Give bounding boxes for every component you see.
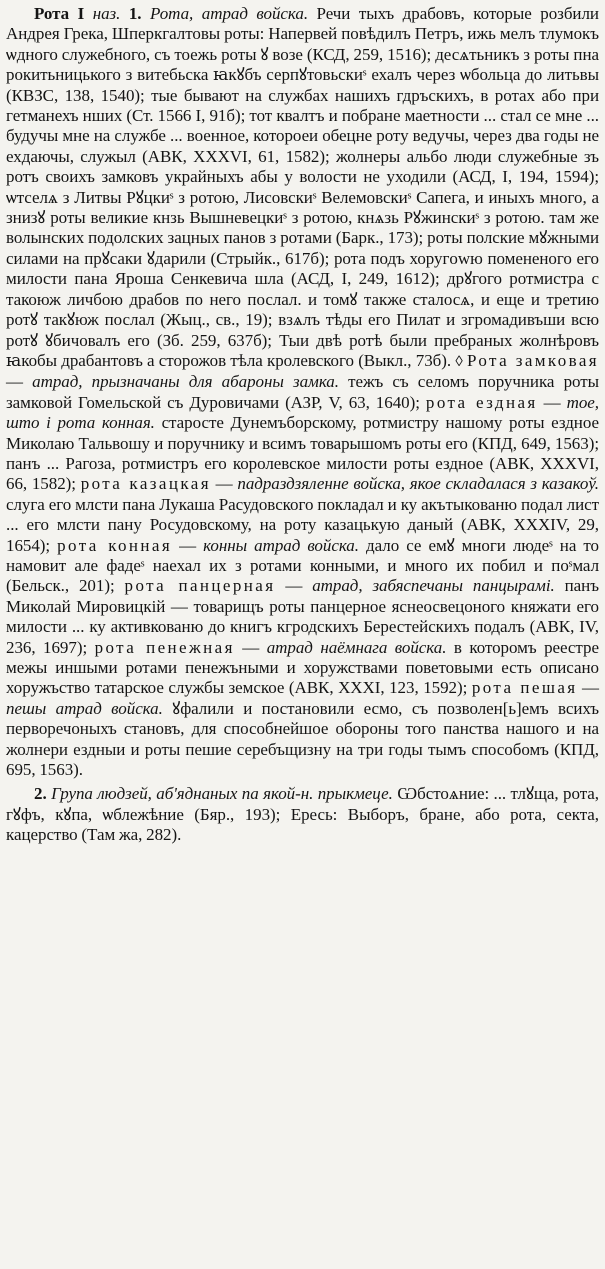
subentry-citations: панъ Миколай Мировицкій — товарищъ роты панцерное яснеосвецоного княжати его милости ... ку активкованю до книгъ кгродскихъ Берестейскихъ подалъ (АВК, IV, 236, 1697); — [6, 576, 599, 657]
subentry-dash: — — [285, 576, 303, 596]
subentry-term: рота конная — [57, 535, 173, 555]
subentry-dash: — — [179, 535, 197, 555]
subentry-term: рота ездная — [425, 392, 538, 412]
subentry-dash: — — [242, 637, 260, 657]
part-of-speech: наз. — [92, 4, 121, 23]
subentry-citations: ꙋфалили и постановили есмо, съ позволен[ь]емъ всихъ перворечоныхъ становъ, для способнейшое обороны того панства нашого и на жолнери ездныи и роты пешие серебъщизну на три годы тымъ способомъ (КПД, 695, 1563). — [6, 698, 599, 780]
subentry-citations: тежъ съ селомъ поручника роты замковой Гомельской съ Дуровичами (АЗР, V, 63, 1640); — [6, 372, 600, 412]
subentry-term: Рота замковая — [466, 350, 599, 370]
subentry-dash: — — [582, 678, 599, 698]
subentry-definition: пешы атрад войска. — [6, 698, 163, 718]
subentry-citations: дало се емꙋ многи людеˢ на то намовит але фадеˢ наехал их з ротами конными, и много их побил и поˢмал (Бельск., 201); — [6, 535, 599, 596]
subentry-citations: слуга его млсти пана Лукаша Расудовского покладал и ку акътыкованю подал лист ... его млсти пану Росудовскому, на роту казацькую даный (АВК, XXXIV, 29, 1654); — [6, 494, 599, 555]
citations: Речи тыхъ драбовъ, которые розбили Андрея Грека, Шперкгалтовы роты: Напервей повѣдилъ Петръ, ижь мелъ тлумокъ ѡдного служебного, съ тоежь роты ꙋ возе (КСД, 259, 1516); десѧтьникъ з роты пна рокитьницького з витебьска ꙗкꙋбъ серпꙋтовьскиˢ ехалъ через ѡбольца до литьвы (КВЗС, 138, 1540); тые бывают на службах нашихъ гдръскихъ, в ротах або при гетманехъ нших (Ст. 1566 І, 91б); тот квалтъ и побране маетности ... стал се мне ... будучы мне на службе ... военное, котороеи обецне роту ведучы, через два годы не ехдаючы, служыл (АВК, XXXVI, 61, 1582); жолнеры альбо люди служебные зъ ротъ своихъ замковъ украйныхъ абы у волости не уходили (АСД, І, 194, 1594); ѡтселѧ з Литвы Рꙋцкиˢ з ротою, Лисовскиˢ Велемовскиˢ Сапега, и иныхъ много, а знизꙋ роты великие кнзь Вышневецкиˢ з ротою, кнѧзь Рꙋжинскиˢ з ротою. там же волынских подолских зацных панов з ротами (Барк., 173); роты полские мꙋжными силами на прꙋсаки ꙋдарили (Стрыйк., 617б); рота подъ хоругowю помененого его милости пана Яроша Сенкевича шла (АСД, І, 249, 1612); дрꙋгого ротмистра с такоюж личбою драбов по него послал. и томꙋ также сталосѧ, и еще и третию ротꙋ такꙋюж послал (Жыц., св., 19); взѧлъ тѣды его Пилат и згромадивъши всю ротꙋ ꙋбичовалъ его (Зб. 259, 637б); Тыи двѣ ротѣ были пребраных жолнѣровъ ꙗкобы драбантовъ а сторожов тѣла кролевского (Выкл., 73б). — [6, 4, 599, 370]
sense-definition: Рота, атрад войска. — [150, 4, 309, 23]
sense-number: 2. — [34, 784, 47, 804]
subentry-definition: атрад наёмнага войска. — [266, 637, 447, 657]
sense-definition: Група людзей, аб'яднаных па якой-н. прыкмеце. — [51, 784, 393, 804]
subentry-term: рота казацкая — [80, 474, 211, 494]
subentry-term: рота панцерная — [124, 576, 276, 596]
subentry-definition: тое, што і рота конная. — [6, 392, 599, 433]
subentry-dash: — — [215, 474, 233, 494]
entry-rota-sense-2 — [6, 784, 599, 845]
subentry-term: рота пешая — [471, 678, 578, 698]
subentry-diamond — [455, 351, 462, 370]
entry-rota-sense-1 — [6, 4, 599, 780]
sense-number: 1. — [128, 4, 142, 23]
subentry-definition: атрад, забяспечаны панцырамі. — [312, 576, 555, 596]
subentry-definition: конны атрад войска. — [203, 535, 359, 555]
subentry-dash: — — [543, 392, 561, 412]
subentry-definition: падраздзяленне войска, якое складалася з казакоў. — [237, 474, 599, 494]
subentry-citations: в которомъ реестре межы иншыми ротами пенежъными и хоружствами поветовыми есть описано хоружъство татарское службы земское (АВК, XXXI, 123, 1592); — [6, 637, 599, 698]
subentry-definition: атрад, прызначаны для абароны замка. — [32, 372, 339, 392]
subentry-term: рота пенежная — [94, 637, 235, 657]
subentry-citations: старосте Дунемъборскому, ротмистру нашому роты ездное Миколаю Тальвошу и поручнику и всимъ товарышомъ роты его (КПД, 649, 1563); панъ ... Рагоза, ротмистръ его королевское милости роты ездное (АВК, XXXVI, 66, 1582); — [6, 413, 599, 494]
headword: Рота I — [34, 4, 85, 23]
diamond-icon: ◊ — [455, 353, 463, 370]
citations: Ѡбстоѧние: ... тлꙋща, рота, гꙋфъ, кꙋпа, ѡблежѣние (Бяр., 193); Ересь: Выборъ, бране, або рота, секта, кацерство (Там жа, 282). — [6, 784, 599, 845]
subentry-dash: — — [6, 372, 23, 392]
